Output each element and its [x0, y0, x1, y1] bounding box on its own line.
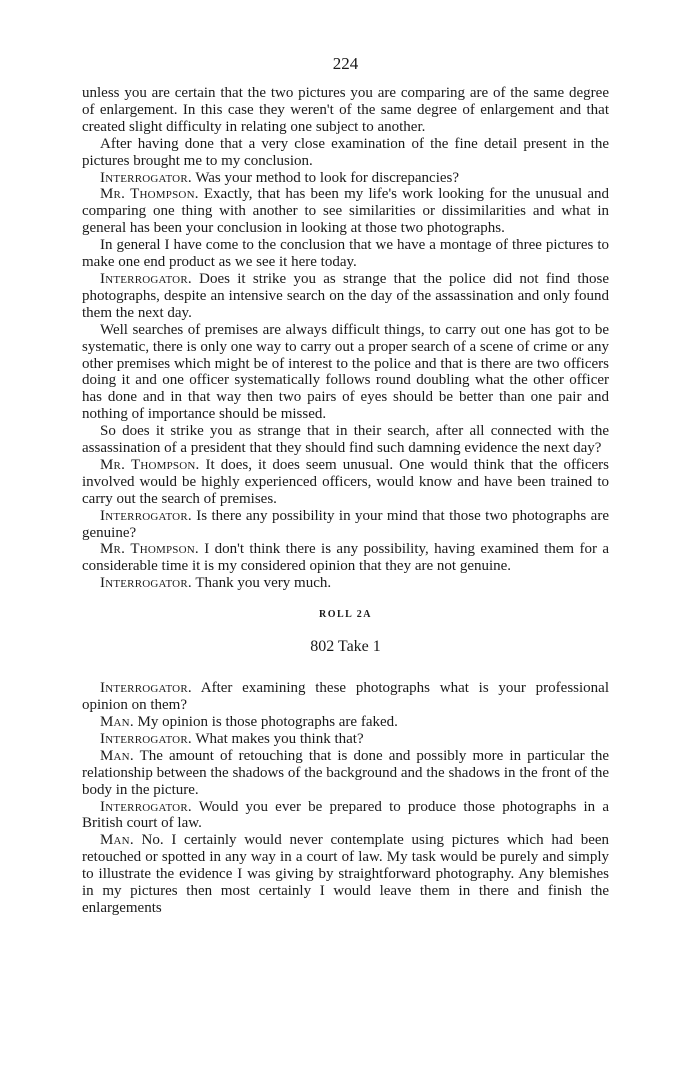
- paragraph: [82, 423, 609, 457]
- paragraph: [82, 731, 609, 748]
- roll-heading: ROLL 2A: [318, 609, 372, 621]
- speaker-label: Man.: [100, 714, 134, 730]
- speaker-label: Interrogator.: [100, 730, 192, 747]
- speaker-label: Interrogator.: [100, 507, 192, 524]
- speaker-label: Man.: [100, 832, 134, 849]
- speaker-label: Interrogator.: [100, 575, 192, 592]
- paragraph-text: Thank you very much.: [195, 575, 332, 592]
- paragraph: [82, 748, 609, 799]
- paragraph-text: So does it strike you as strange that in their search, after all connected with the assassination of a president that they should find such damning evidence the next day?: [82, 423, 609, 457]
- paragraph: [82, 170, 609, 187]
- speaker-label: Mr. Thompson.: [100, 541, 199, 558]
- paragraph-text: It does, it does seem unusual. One would think that the officers involved would be highly experienced officers, would know and have been trained to carry out the search of premises.: [82, 456, 609, 507]
- paragraph: [82, 271, 609, 322]
- paragraph: [82, 85, 609, 136]
- paragraph: [82, 322, 609, 423]
- paragraph-text: Well searches of premises are always difficult things, to carry out one has got to be systematic, there is only one way to carry out a proper search of a scene of crime or any other premises which might be of interest to the police and that is there are two officers doing it and one officer systematically follows round doubling what the other officer has done and in that way then two pairs of eyes should be better than one pair and nothing of importance should be missed.: [82, 321, 609, 423]
- speaker-label: Interrogator.: [100, 270, 192, 287]
- paragraph: [82, 714, 609, 731]
- paragraph-text: Would you ever be prepared to produce those photographs in a British court of law.: [82, 798, 609, 832]
- paragraph-text: No. I certainly would never contemplate using pictures which had been retouched or spotted in any way in a court of law. My task would be purely and simply to illustrate the evidence I was giving by straightforward photography. Any blemishes in my pictures then most certainly I would leave them in there and finish the enlargements: [82, 832, 610, 916]
- paragraph: [82, 237, 609, 271]
- paragraph: [82, 136, 609, 170]
- paragraph-text: After having done that a very close examination of the fine detail present in the pictures brought me to my conclusion.: [82, 135, 609, 169]
- transcript-section-2: [82, 680, 609, 917]
- document-page: [82, 54, 609, 917]
- paragraph-text: The amount of retouching that is done and possibly more in particular the relationship between the shadows of the background and the shadows in the front of the body in the picture.: [82, 747, 609, 798]
- paragraph-text: I don't think there is any possibility, having examined them for a considerable time it is my considered opinion that they are not genuine.: [82, 541, 610, 575]
- speaker-label: Interrogator.: [100, 680, 192, 697]
- speaker-label: Mr. Thompson.: [100, 186, 199, 203]
- paragraph-text: After examining these photographs what is your professional opinion on them?: [82, 680, 609, 714]
- speaker-label: Man.: [100, 747, 134, 764]
- paragraph: [82, 680, 609, 714]
- paragraph-text: Was your method to look for discrepancies?: [195, 169, 460, 186]
- take-heading: 802 Take 1: [310, 638, 381, 656]
- paragraph-text: unless you are certain that the two pictures you are comparing are of the same degree of enlargement. In this case they weren't of the same degree of enlargement and that created slight difficulty in relating one subject to another.: [82, 85, 609, 135]
- speaker-label: Interrogator.: [100, 169, 192, 186]
- page-number: 224: [332, 54, 359, 73]
- paragraph-text: Exactly, that has been my life's work looking for the unusual and comparing one thing with another to see similarities or dissimilarities and what in general has been your conclusion in looking at those two photographs.: [82, 186, 609, 237]
- paragraph: [82, 541, 609, 575]
- paragraph: [82, 186, 609, 237]
- paragraph: [82, 832, 609, 917]
- paragraph: [82, 457, 609, 508]
- transcript-section-1: [82, 85, 609, 592]
- paragraph-text: What makes you think that?: [195, 730, 364, 747]
- paragraph: [82, 799, 609, 833]
- paragraph-text: My opinion is those photographs are faked.: [137, 714, 398, 730]
- paragraph-text: Is there any possibility in your mind that those two photographs are genuine?: [82, 507, 609, 541]
- paragraph: [82, 575, 609, 592]
- paragraph-text: In general I have come to the conclusion that we have a montage of three pictures to make one end product as we see it here today.: [82, 237, 609, 271]
- paragraph-text: Does it strike you as strange that the police did not find those photographs, despite an intensive search on the day of the assassination and only found them the next day.: [82, 270, 609, 321]
- speaker-label: Mr. Thompson.: [100, 456, 200, 473]
- speaker-label: Interrogator.: [100, 798, 192, 815]
- paragraph: [82, 508, 609, 542]
